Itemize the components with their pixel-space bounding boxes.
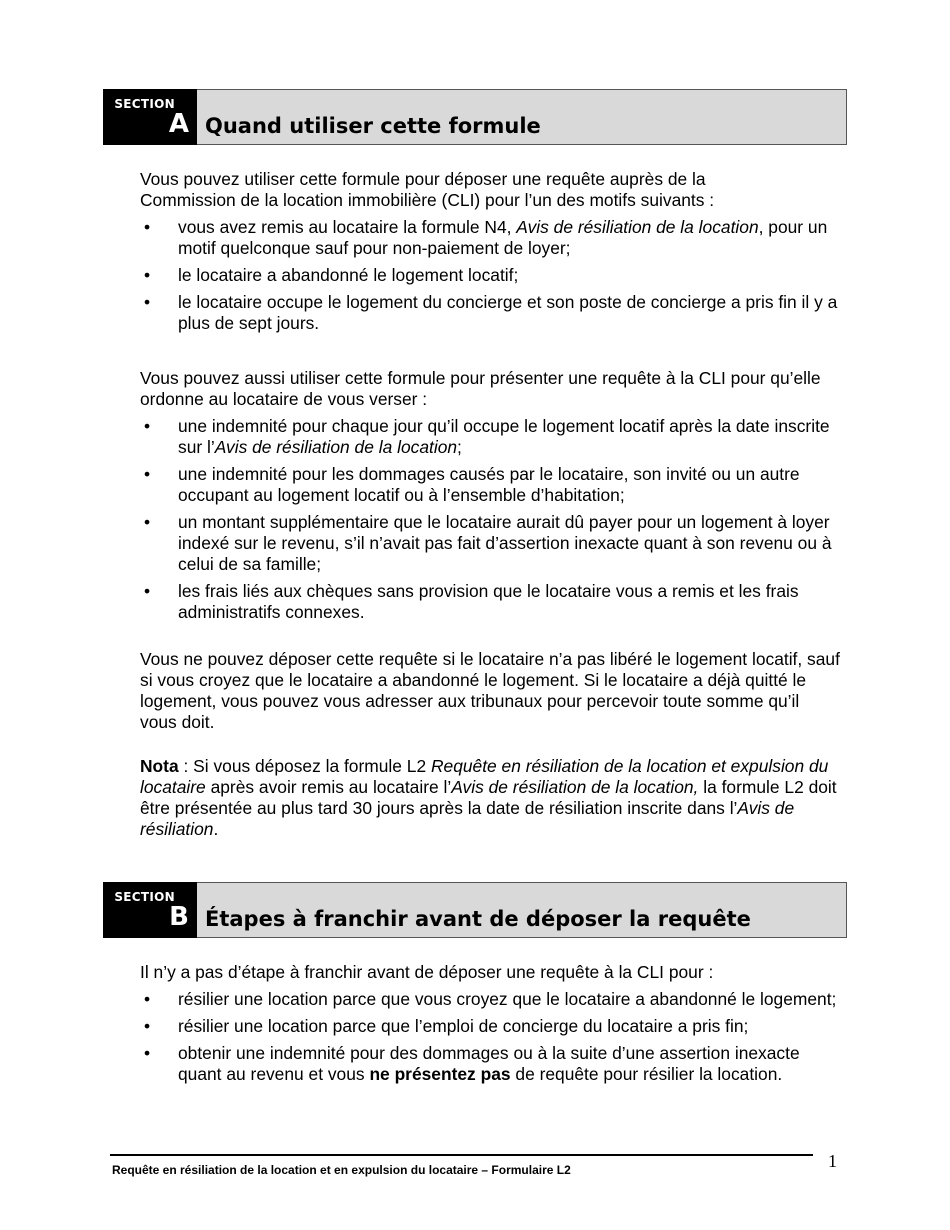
- list-item: • obtenir une indemnité pour des dommages ou à la suite d’une assertion inexacte quant au revenu et vous ne présentez pas de requête pour résilier la location.: [144, 1043, 800, 1084]
- section-b-list: [140, 989, 840, 1085]
- bullet: •: [144, 989, 151, 1009]
- section-b-title: Étapes à franchir avant de déposer la requête: [205, 907, 751, 931]
- page-number: 1: [828, 1151, 837, 1171]
- section-a-intro-line-1: Vous pouvez utiliser cette formule pour déposer une requête auprès de la: [140, 169, 706, 189]
- bullet: •: [144, 292, 151, 312]
- list-item: • une indemnité pour les dommages causés par le locataire, son invité ou un autre occupant au logement locatif ou à l’ensemble d’habitation;: [144, 464, 800, 505]
- section-a-intro: [140, 169, 840, 211]
- list-item: • le locataire occupe le logement du concierge et son poste de concierge a pris fin il y a plus de sept jours.: [144, 292, 838, 333]
- section-b-header: [103, 882, 847, 938]
- section-a-cannot-file: Vous ne pouvez déposer cette requête si le locataire n’a pas libéré le logement locatif, sauf si vous croyez que le locataire a abandonné le logement. Si le locataire a déjà quitté le logement, vous pouvez vous adresser aux tribunaux pour percevoir toute somme qu’il vous doit.: [140, 649, 840, 732]
- section-a-note: Nota : Si vous déposez la formule L2 Requête en résiliation de la location et expulsion du locataire après avoir remis au locataire l’Avis de résiliation de la location, la formule L2 doit être présentée au plus tard 30 jours après la date de résiliation inscrite dans l’Avis de résiliation.: [140, 756, 837, 839]
- list-item: • les frais liés aux chèques sans provision que le locataire vous a remis et les frais administratifs connexes.: [144, 581, 799, 622]
- bullet: •: [144, 581, 151, 601]
- section-a-tag: [103, 89, 197, 145]
- section-a-payments-list: [140, 416, 840, 623]
- section-a-also-intro: Vous pouvez aussi utiliser cette formule pour présenter une requête à la CLI pour qu’elle ordonne au locataire de vous verser :: [140, 368, 821, 409]
- bullet: •: [144, 265, 151, 285]
- section-a-reasons-block: [140, 169, 840, 340]
- list-item: • vous avez remis au locataire la formule N4, Avis de résiliation de la location, pour un motif quelconque sauf pour non-paiement de loyer;: [144, 217, 828, 258]
- note-label: Nota: [140, 756, 179, 776]
- list-item: • une indemnité pour chaque jour qu’il occupe le logement locatif après la date inscrite sur l’Avis de résiliation de la location;: [144, 416, 830, 457]
- section-b-tag: [103, 882, 197, 938]
- list-item: • résilier une location parce que vous croyez que le locataire a abandonné le logement;: [144, 989, 837, 1009]
- list-item: • le locataire a abandonné le logement locatif;: [144, 265, 519, 285]
- section-a-reasons-list: [140, 217, 840, 334]
- section-b-block: [140, 962, 840, 1091]
- section-a-tag-letter: A: [168, 109, 189, 139]
- footer-text: Requête en résiliation de la location et en expulsion du locataire – Formulaire L2: [112, 1163, 571, 1177]
- list-item: • résilier une location parce que l’emploi de concierge du locataire a pris fin;: [144, 1016, 749, 1036]
- footer-rule: [110, 1154, 813, 1156]
- bullet: •: [144, 416, 151, 436]
- list-item: • un montant supplémentaire que le locataire aurait dû payer pour un logement à loyer indexé sur le revenu, s’il n’avait pas fait d’assertion inexacte quant à son revenu ou à celui de sa famille;: [144, 512, 832, 574]
- section-a-header: [103, 89, 847, 145]
- section-a-tag-word: SECTION: [114, 97, 175, 111]
- bullet: •: [144, 217, 151, 237]
- section-a-title: Quand utiliser cette formule: [205, 114, 541, 138]
- bullet: •: [144, 464, 151, 484]
- section-b-tag-letter: B: [169, 902, 189, 932]
- bullet: •: [144, 512, 151, 532]
- section-a-payments-block: [140, 368, 840, 629]
- section-a-intro-line-2: Commission de la location immobilière (CLI) pour l’un des motifs suivants :: [140, 190, 715, 210]
- section-b-intro: Il n’y a pas d’étape à franchir avant de déposer une requête à la CLI pour :: [140, 962, 714, 982]
- bullet: •: [144, 1043, 151, 1063]
- bullet: •: [144, 1016, 151, 1036]
- section-b-tag-word: SECTION: [114, 890, 175, 904]
